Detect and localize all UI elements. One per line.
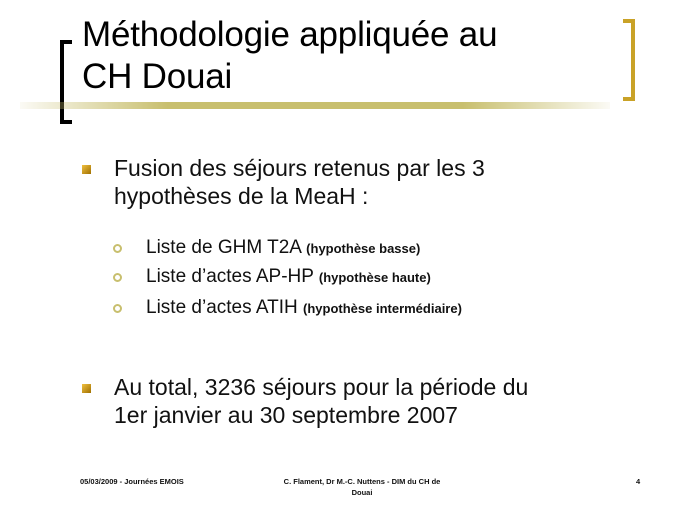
sub-item-3-text: Liste d’actes ATIH: [146, 297, 298, 318]
sub-item-3: [146, 296, 462, 321]
sub-item-2-note: (hypothèse haute): [318, 270, 431, 285]
right-bracket-decoration: [623, 19, 635, 101]
ring-bullet-icon: [113, 304, 122, 313]
footer-authors-line-2: Douai: [351, 488, 373, 497]
sub-item-1-note: (hypothèse basse): [306, 241, 421, 256]
sub-item-2-text: Liste d’actes AP-HP: [146, 266, 314, 287]
bullet-2-line-1: Au total, 3236 séjours pour la période du: [114, 374, 529, 400]
title-line-1: Méthodologie appliquée au: [82, 15, 498, 54]
square-bullet-icon: [82, 384, 91, 393]
sub-item-3-note: (hypothèse intermédiaire): [303, 301, 462, 316]
bullet-2-line-2: 1er janvier au 30 septembre 2007: [114, 402, 458, 428]
footer-date-event: 05/03/2009 - Journées EMOIS: [80, 477, 184, 486]
square-bullet-icon: [82, 165, 91, 174]
sub-item-1-text: Liste de GHM T2A: [146, 237, 301, 258]
bullet-1-line-1: Fusion des séjours retenus par les 3: [114, 155, 485, 181]
sub-item-2: [146, 265, 431, 290]
bullet-1-line-2: hypothèses de la MeaH :: [114, 183, 369, 209]
footer-authors: [262, 476, 462, 498]
footer-page-number: 4: [636, 477, 641, 486]
ring-bullet-icon: [113, 273, 122, 282]
bullet-2: [114, 373, 528, 429]
slide-title: [82, 14, 602, 98]
left-bracket-decoration: [60, 40, 72, 124]
sub-item-1: [146, 236, 420, 261]
title-underline-rule: [20, 102, 610, 109]
title-line-2: CH Douai: [82, 57, 233, 96]
ring-bullet-icon: [113, 244, 122, 253]
bullet-1: [114, 154, 485, 210]
footer-authors-line-1: C. Flament, Dr M.-C. Nuttens - DIM du CH de: [283, 477, 441, 486]
